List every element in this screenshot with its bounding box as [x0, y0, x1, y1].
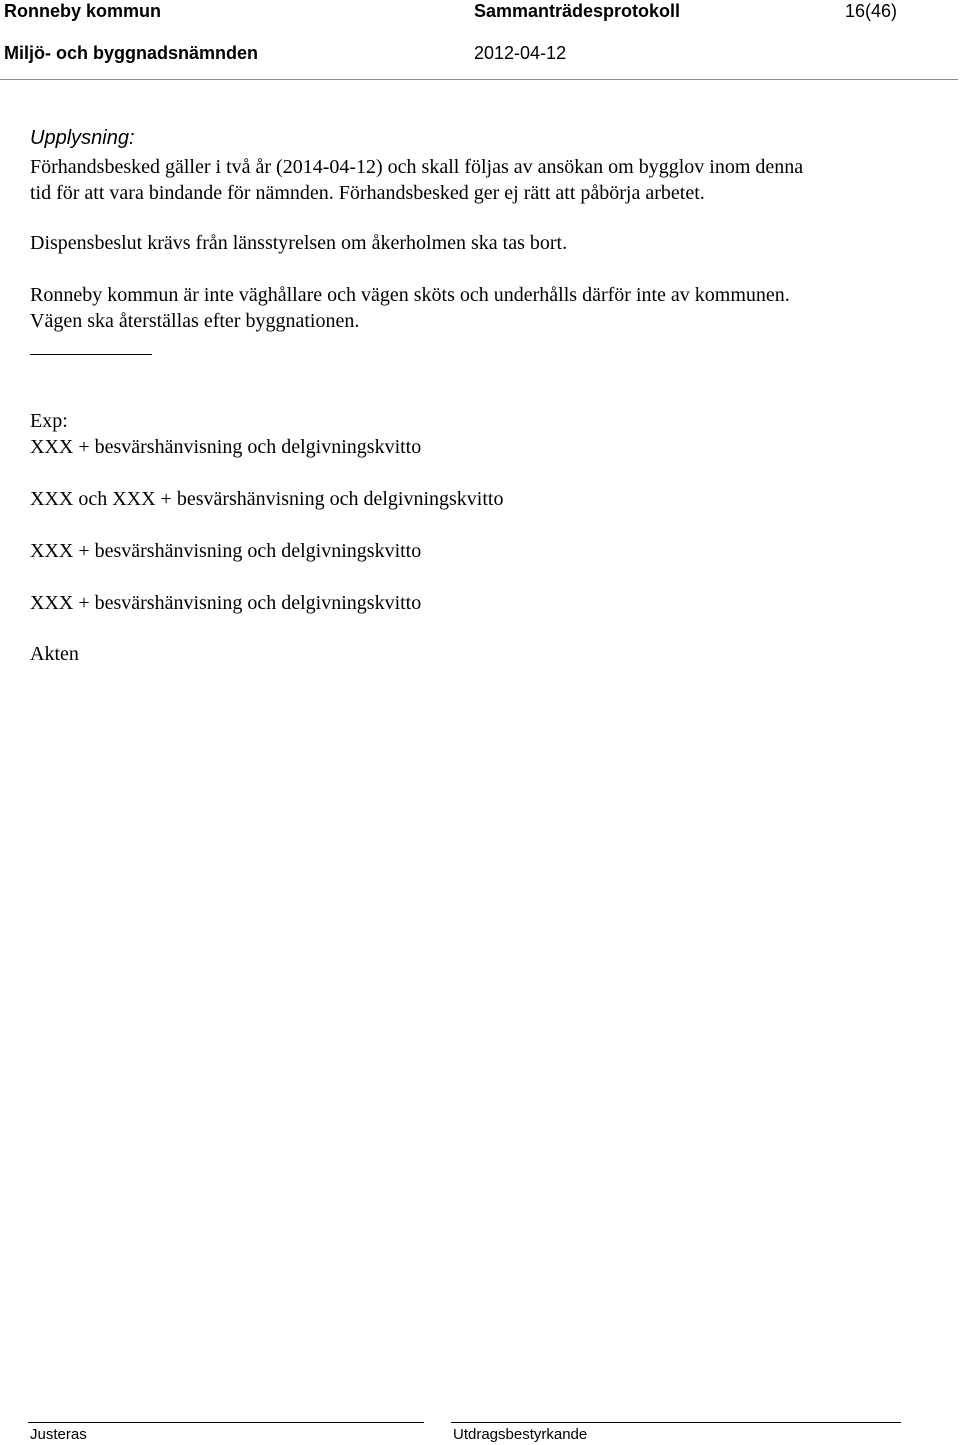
section-divider	[30, 354, 152, 355]
document-type: Sammanträdesprotokoll	[474, 1, 681, 21]
paragraph-line: Förhandsbesked gäller i två år (2014-04-12) och skall följas av ansökan om bygglov inom denna	[30, 156, 804, 178]
header-divider	[0, 79, 958, 80]
meeting-date: 2012-04-12	[474, 43, 567, 63]
justeras-label: Justeras	[30, 1426, 87, 1443]
paragraph-line: tid för att vara bindande för nämnden. Förhandsbesked ger ej rätt att påbörja arbetet.	[30, 182, 705, 204]
paragraph-advance-ruling	[30, 154, 803, 206]
paragraph-line: Vägen ska återställas efter byggnationen.	[30, 310, 360, 332]
utdragsbestyrkande-signature-line	[451, 1422, 901, 1423]
expedition-label: Exp:	[30, 410, 68, 432]
expedition-item: XXX + besvärshänvisning och delgivningskvitto	[30, 540, 422, 562]
expedition-item: XXX + besvärshänvisning och delgivningskvitto	[30, 592, 422, 614]
utdragsbestyrkande-label: Utdragsbestyrkande	[453, 1426, 588, 1443]
paragraph-dispensation: Dispensbeslut krävs från länsstyrelsen om åkerholmen ska tas bort.	[30, 232, 568, 254]
justeras-signature-line	[28, 1422, 424, 1423]
expedition-item: XXX och XXX + besvärshänvisning och delgivningskvitto	[30, 488, 504, 510]
committee-name: Miljö- och byggnadsnämnden	[4, 43, 259, 63]
paragraph-line: Ronneby kommun är inte väghållare och vägen sköts och underhålls därför inte av kommunen.	[30, 284, 790, 306]
page-number: 16(46)	[845, 1, 898, 21]
note-heading: Upplysning:	[30, 127, 135, 149]
expedition-item: Akten	[30, 643, 79, 665]
municipality-name: Ronneby kommun	[4, 1, 162, 21]
expedition-item: XXX + besvärshänvisning och delgivningskvitto	[30, 436, 422, 458]
paragraph-road-maintenance	[30, 282, 790, 334]
